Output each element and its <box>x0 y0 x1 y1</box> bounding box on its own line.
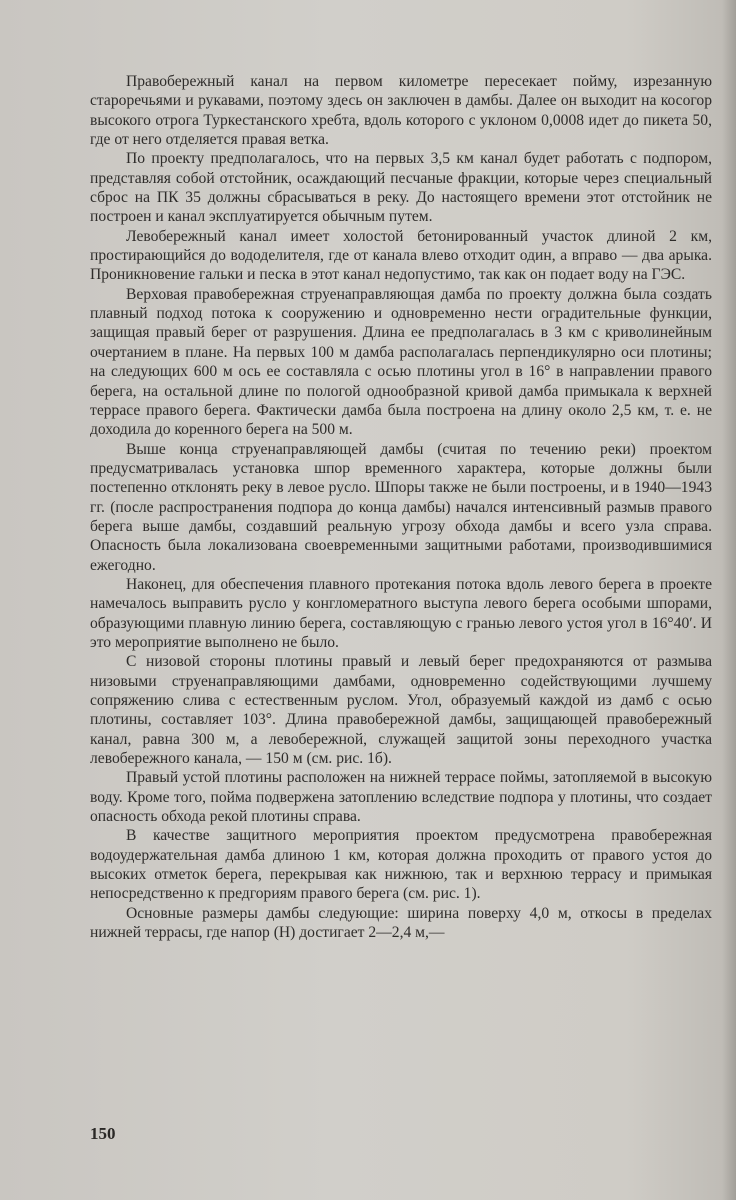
paragraph-upper-guide-dam: Верховая правобережная струенаправляющая дамба по проекту должна была создать плавный подход потока к сооружению и одновременно нести оградительные функции, защищая правый берег от разрушения. Длина ее предполагалась в 3 км с криволинейным очертанием в плане. На первых 100 м дамба располагалась перпендикулярно оси плотины; на следующих 600 м ось ее составляла с осью плотины угол в 16° в направлении правого берега, на остальной длине по пологой однообразной кривой дамба примыкала к верхней террасе правого берега. Фактически дамба была построена на длину около 2,5 км, т. е. не доходила до коренного берега на 500 м. <box>90 285 712 439</box>
paragraph-spurs: Выше конца струенаправляющей дамбы (считая по течению реки) проектом предусматривалась установка шпор временного характера, которые должны были постепенно отклонять реку в левое русло. Шпоры также не были построены, и в 1940—1943 гг. (после распространения подпора до конца дамбы) начался интенсивный размыв правого берега выше дамбы, создавший реальную угрозу обхода дамбы и всего узла справа. Опасность была локализована своевременными защитными работами, производившимися ежегодно. <box>90 440 712 574</box>
paragraph-left-bank-canal: Левобережный канал имеет холостой бетонированный участок длиной 2 км, простирающийся до вододелителя, где от канала влево отходит один, а вправо — два арыка. Проникновение гальки и песка в этот канал недопустимо, так как он подает воду на ГЭС. <box>90 227 712 284</box>
paragraph-dam-dimensions: Основные размеры дамбы следующие: ширина поверху 4,0 м, откосы в пределах нижней террасы, где напор (Н) достигает 2—2,4 м,— <box>90 904 712 942</box>
body-text <box>90 72 712 942</box>
paragraph-downstream-dams: С низовой стороны плотины правый и левый берег предохраняются от размыва низовыми струенаправляющими дамбами, одновременно содействующими лучшему сопряжению слива с естественным руслом. Угол, образуемый каждой из дамб с осью плотины, составляет 103°. Длина правобережной дамбы, защищающей правобережный канал, равна 300 м, а левобережной, служащей защитой зоны переходного участка левобережного канала, — 150 м (см. рис. 1б). <box>90 653 712 768</box>
paragraph-right-bank-canal: Правобережный канал на первом километре пересекает пойму, изрезанную староречьями и рукавами, поэтому здесь он заключен в дамбы. Далее он выходит на косогор высокого отрога Туркестанского хребта, вдоль которого с уклоном 0,0008 идет до пикета 50, где от него отделяется правая ветка. <box>90 73 712 149</box>
page-number: 150 <box>90 1124 116 1143</box>
paragraph-right-abutment: Правый устой плотины расположен на нижней террасе поймы, затопляемой в высокую воду. Кроме того, пойма подвержена затоплению вследствие подпора у плотины, что создает опасность обхода рекой плотины справа. <box>90 769 712 826</box>
paragraph-settling-basin: По проекту предполагалось, что на первых 3,5 км канал будет работать с подпором, представляя собой отстойник, осаждающий песчаные фракции, которые через специальный сброс на ПК 35 должны сбрасываться в реку. До настоящего времени этот отстойник не построен и канал эксплуатируется обычным путем. <box>90 150 712 226</box>
paragraph-protective-dam: В качестве защитного мероприятия проектом предусмотрена правобережная водоудержательная дамба длиною 1 км, которая должна проходить от правого устоя до высоких отметок берега, перекрывая как нижнюю, так и верхнюю террасу и примыкая непосредственно к предгориям правого берега (см. рис. 1). <box>90 827 712 903</box>
paragraph-left-bank-spurs: Наконец, для обеспечения плавного протекания потока вдоль левого берега в проекте намечалось выправить русло у конгломератного выступа левого берега особыми шпорами, образующими плавную линию берега, составляющую с гранью левого устоя угол в 16°40′. И это мероприятие выполнено не было. <box>90 575 712 651</box>
